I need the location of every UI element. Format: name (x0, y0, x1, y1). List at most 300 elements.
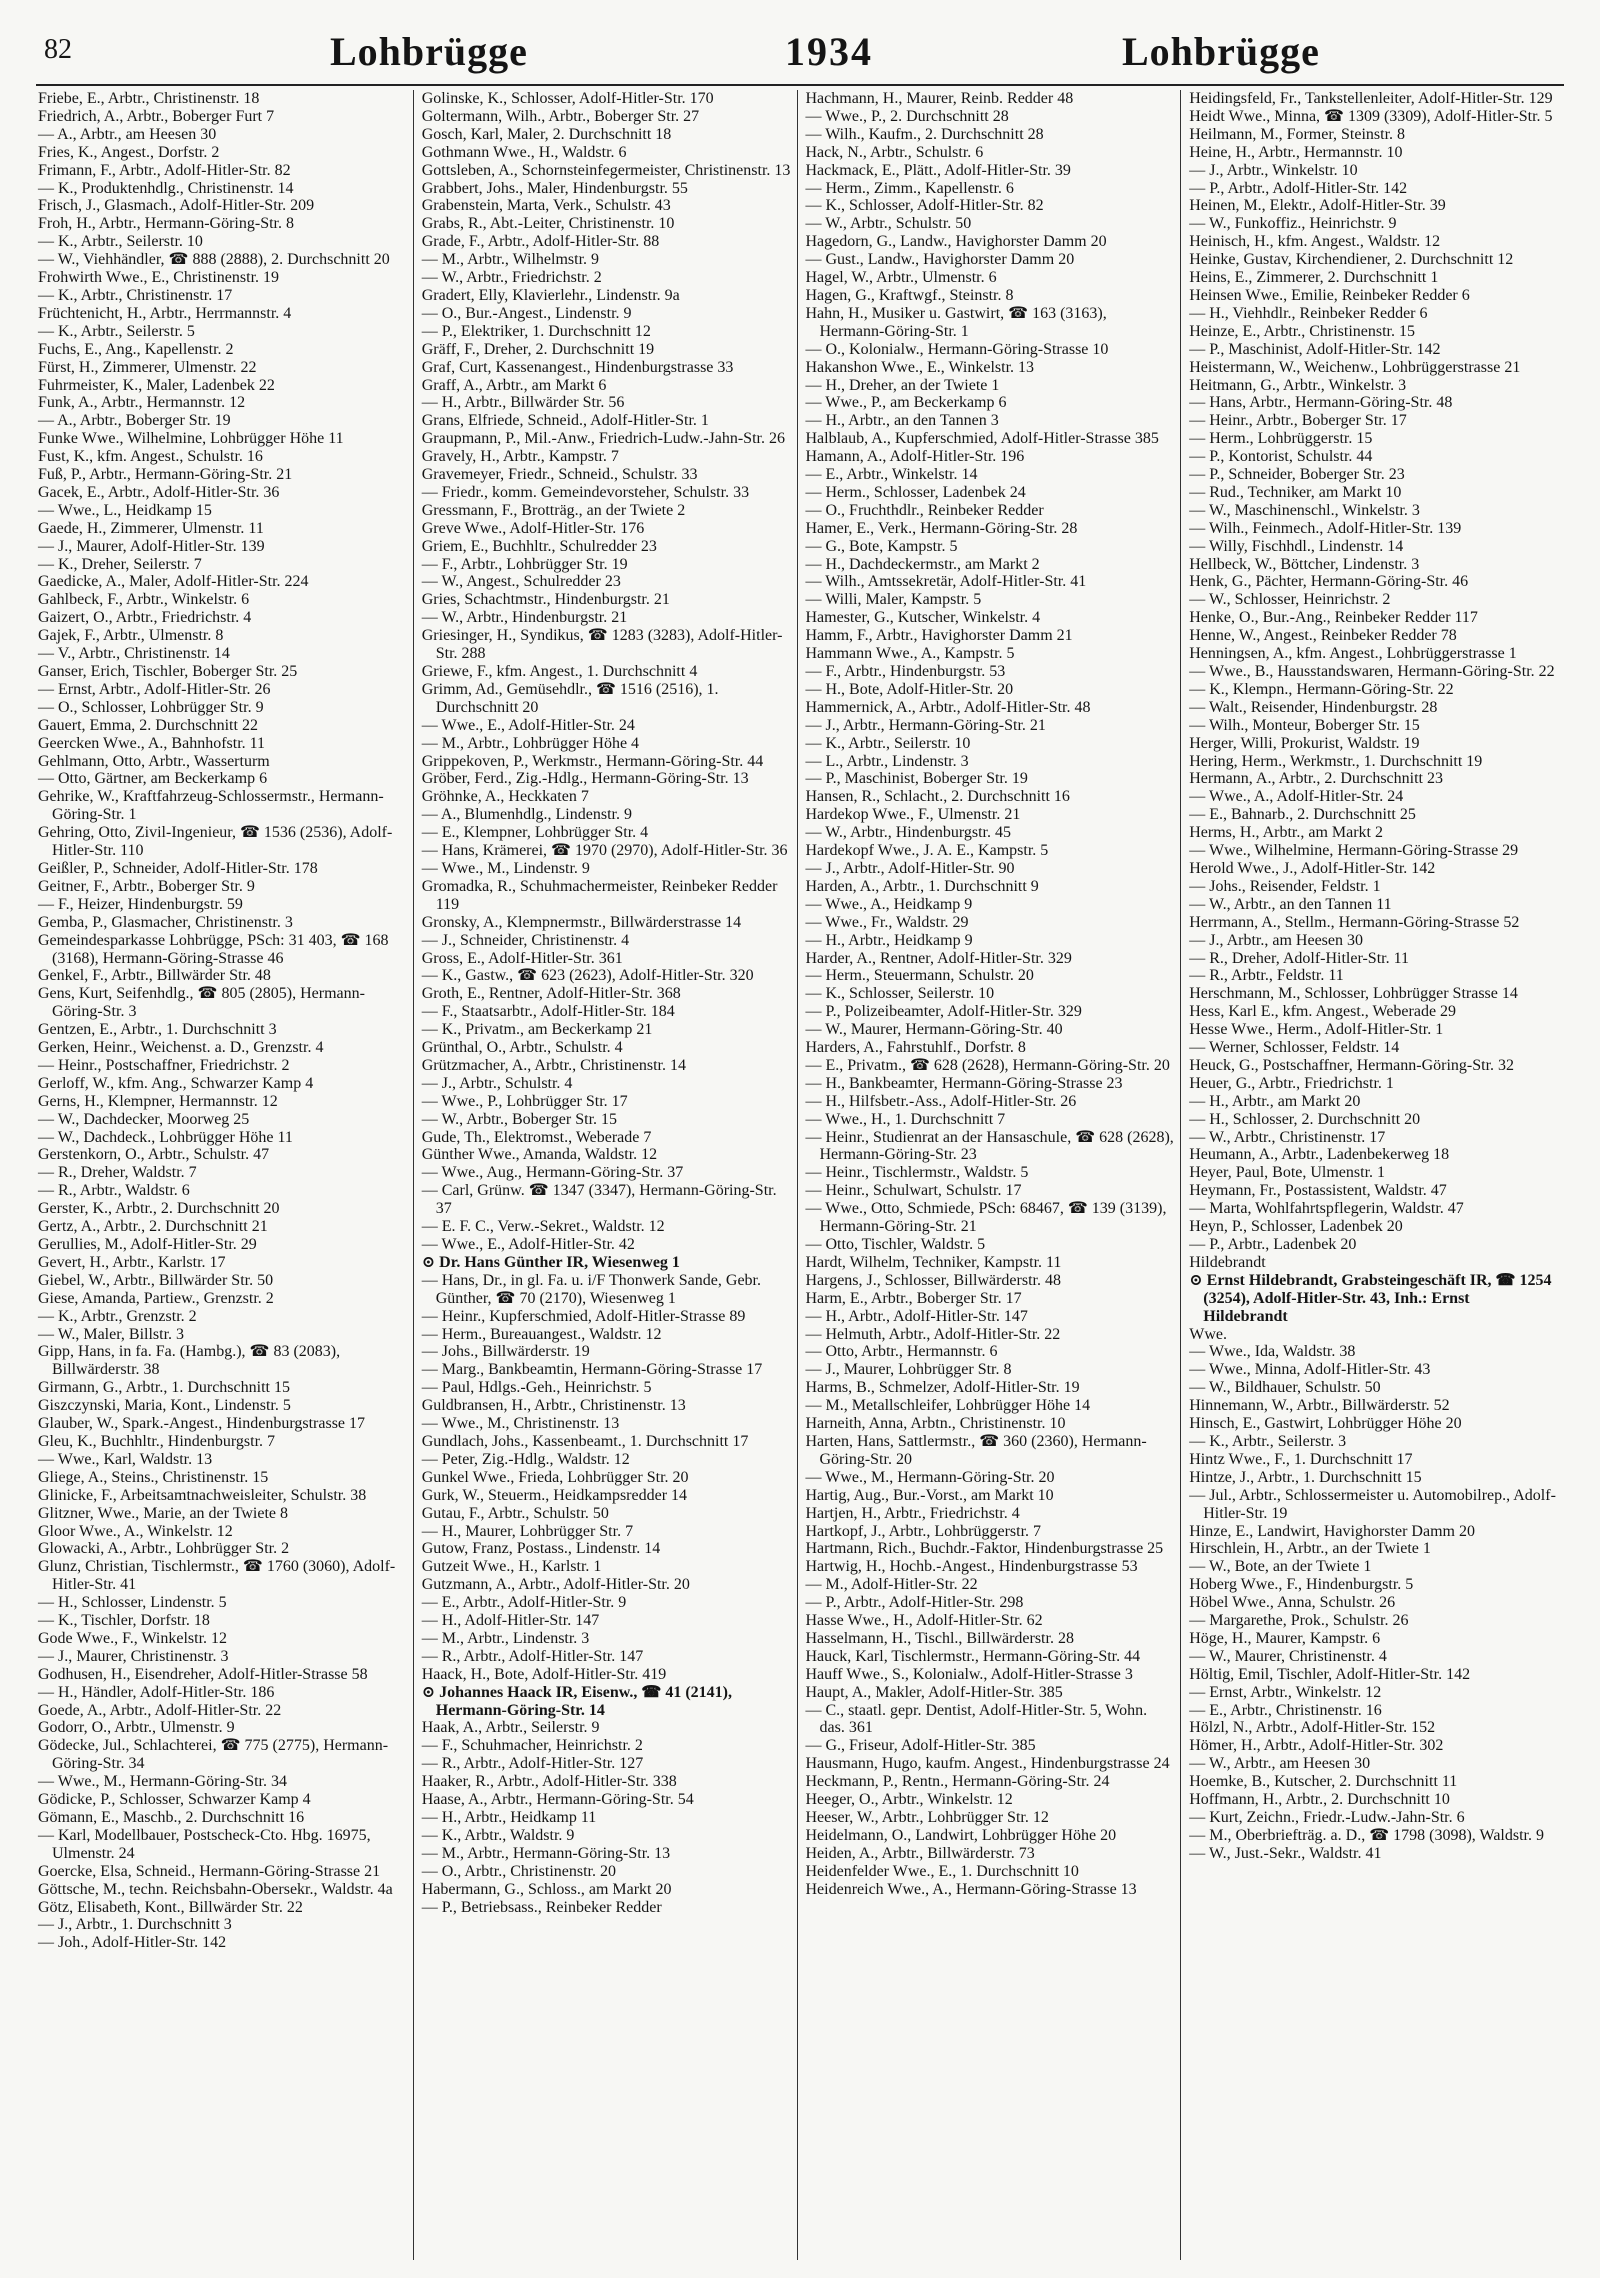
directory-entry: Frimann, F., Arbtr., Adolf-Hitler-Str. 82 (38, 161, 291, 179)
directory-entry: Heuck, G., Postschaffner, Hermann-Göring-Str. 32 (1189, 1056, 1515, 1074)
directory-entry: Gertz, A., Arbtr., 2. Durchschnitt 21 (38, 1218, 268, 1236)
directory-entry: — H., Arbtr., Heidkamp 9 (805, 931, 973, 949)
header-rule (36, 84, 1564, 86)
directory-entry: — Joh., Adolf-Hitler-Str. 142 (38, 1934, 227, 1952)
directory-entry: Fuchs, E., Ang., Kapellenstr. 2 (38, 340, 234, 358)
directory-entry: — K., Klempn., Hermann-Göring-Str. 22 (1189, 680, 1454, 698)
directory-entry: — M., Oberbriefträg. a. D., ☎ 1798 (3098), Waldstr. 9 (1189, 1826, 1544, 1844)
directory-entry: — Johs., Reisender, Feldstr. 1 (1189, 877, 1381, 895)
directory-entry: — P., Schneider, Boberger Str. 23 (1189, 466, 1405, 484)
directory-entry: Gräff, F., Dreher, 2. Durchschnitt 19 (421, 340, 655, 358)
directory-entry: — P., Elektriker, 1. Durchschnitt 12 (421, 322, 651, 340)
directory-entry: — E., Arbtr., Christinenstr. 16 (1189, 1701, 1382, 1719)
directory-entry: — W., Arbtr., an den Tannen 11 (1189, 895, 1392, 913)
directory-entry: Glowacki, A., Arbtr., Lohbrügger Str. 2 (38, 1540, 290, 1558)
directory-entry: — Wwe., Minna, Adolf-Hitler-Str. 43 (1189, 1361, 1431, 1379)
directory-entry: — Otto, Arbtr., Hermannstr. 6 (805, 1343, 998, 1361)
directory-entry: Gehlmann, Otto, Arbtr., Wasserturm (38, 752, 270, 770)
directory-entry: — M., Adolf-Hitler-Str. 22 (805, 1576, 978, 1594)
directory-entry: — H., Viehhdlr., Reinbeker Redder 6 (1189, 304, 1428, 322)
directory-entry: — P., Maschinist, Boberger Str. 19 (805, 770, 1028, 788)
directory-entry: Harneith, Anna, Arbtn., Christinenstr. 10 (805, 1415, 1066, 1433)
directory-entry: Henne, W., Angest., Reinbeker Redder 78 (1189, 627, 1457, 645)
directory-entry: — J., Maurer, Adolf-Hitler-Str. 139 (38, 537, 265, 555)
directory-entry: — Rud., Techniker, am Markt 10 (1189, 483, 1402, 501)
directory-entry: Henningsen, A., kfm. Angest., Lohbrüggerstrasse 1 (1189, 645, 1517, 663)
directory-entry: — P., Kontorist, Schulstr. 44 (1189, 448, 1373, 466)
directory-entry: — K., Arbtr., Seilerstr. 3 (1189, 1432, 1347, 1450)
directory-entry: Früchtenicht, H., Arbtr., Herrmannstr. 4 (38, 304, 292, 322)
directory-entry: Heilmann, M., Former, Steinstr. 8 (1189, 125, 1406, 143)
directory-entry: Hölzl, N., Arbtr., Adolf-Hitler-Str. 152 (1189, 1719, 1436, 1737)
directory-entry: Heidingsfeld, Fr., Tankstellenleiter, Adolf-Hitler-Str. 129 (1189, 90, 1553, 107)
directory-entry: Graff, A., Arbtr., am Markt 6 (421, 376, 607, 394)
directory-entry: Herrmann, A., Stellm., Hermann-Göring-Strasse 52 (1189, 913, 1520, 931)
directory-entry: Haase, A., Arbtr., Hermann-Göring-Str. 54 (421, 1791, 694, 1809)
directory-entry: Haupt, A., Makler, Adolf-Hitler-Str. 385 (805, 1683, 1063, 1701)
directory-entry: — Wwe., Ida, Waldstr. 38 (1189, 1343, 1356, 1361)
directory-entry: — M., Metallschleifer, Lohbrügger Höhe 14 (805, 1397, 1091, 1415)
directory-entry: Hering, Herm., Werkmstr., 1. Durchschnitt 19 (1189, 752, 1483, 770)
directory-entry: Gothmann Wwe., H., Waldstr. 6 (421, 143, 627, 161)
directory-entry: — Herm., Lohbrüggerstr. 15 (1189, 430, 1373, 448)
directory-entry: Frisch, J., Glasmach., Adolf-Hitler-Str. 209 (38, 197, 315, 215)
directory-entry: — Wwe., P., 2. Durchschnitt 28 (805, 107, 1009, 125)
directory-entry: Hargens, J., Schlosser, Billwärderstr. 48 (805, 1271, 1061, 1289)
directory-entry: — Willy, Fischhdl., Lindenstr. 14 (1189, 537, 1404, 555)
directory-entry: — J., Arbtr., Adolf-Hitler-Str. 90 (805, 859, 1015, 877)
directory-entry: Glinicke, F., Arbeitsamtnachweisleiter, Schulstr. 38 (38, 1486, 367, 1504)
directory-entry: Hammernick, A., Arbtr., Adolf-Hitler-Str. 48 (805, 698, 1091, 716)
directory-entry: — Werner, Schlosser, Feldstr. 14 (1189, 1039, 1400, 1057)
directory-entry: — E. F. C., Verw.-Sekret., Waldstr. 12 (421, 1218, 665, 1236)
directory-entry: — Karl, Modellbauer, Postscheck-Cto. Hbg. 16975, Ulmenstr. 24 (38, 1826, 371, 1862)
directory-entry: — H., Adolf-Hitler-Str. 147 (421, 1612, 600, 1630)
directory-entry: Gross, E., Adolf-Hitler-Str. 361 (421, 949, 623, 967)
directory-entry: Hesse Wwe., Herm., Adolf-Hitler-Str. 1 (1189, 1021, 1444, 1039)
directory-entry: — Wwe., E., Adolf-Hitler-Str. 24 (421, 716, 635, 734)
directory-entry: Haack, H., Bote, Adolf-Hitler-Str. 419 (421, 1665, 667, 1683)
directory-entry: Glauber, W., Spark.-Angest., Hindenburgstrasse 17 (38, 1415, 366, 1433)
directory-entry: — K., Arbtr., Seilerstr. 5 (38, 322, 195, 340)
directory-entry: Gevert, H., Arbtr., Karlstr. 17 (38, 1253, 226, 1271)
directory-entry: Hess, Karl E., kfm. Angest., Weberade 29 (1189, 1003, 1457, 1021)
directory-entry: — K., Arbtr., Grenzstr. 2 (38, 1307, 197, 1325)
directory-entry: — H., Bote, Adolf-Hitler-Str. 20 (805, 680, 1014, 698)
directory-entry: — Hans, Arbtr., Hermann-Göring-Str. 48 (1189, 394, 1453, 412)
directory-entry: — H., Arbtr., Heidkamp 11 (421, 1809, 597, 1826)
directory-entry: — H., Arbtr., Adolf-Hitler-Str. 147 (805, 1307, 1028, 1325)
header-right-title: Lohbrügge (1122, 29, 1320, 74)
header-left-title: Lohbrügge (330, 29, 528, 74)
directory-entry: — W., Dachdecker, Moorweg 25 (38, 1110, 250, 1128)
directory-entry: Giebel, W., Arbtr., Billwärder Str. 50 (38, 1271, 274, 1289)
directory-entry: Glunz, Christian, Tischlermstr., ☎ 1760 (3060), Adolf-Hitler-Str. 41 (38, 1558, 396, 1594)
directory-entry: Götz, Elisabeth, Kont., Billwärder Str. 22 (38, 1898, 303, 1916)
directory-entry: Gödecke, Jul., Schlachterei, ☎ 775 (2775), Hermann-Göring-Str. 34 (38, 1737, 389, 1773)
directory-entry: — E., Arbtr., Winkelstr. 14 (805, 466, 978, 484)
directory-entry: Gacek, E., Arbtr., Adolf-Hitler-Str. 36 (38, 483, 280, 501)
directory-entry: — K., Schlosser, Adolf-Hitler-Str. 82 (805, 197, 1044, 215)
directory-entry: Fuhrmeister, K., Maler, Ladenbek 22 (38, 376, 275, 394)
directory-entry: Genkel, F., Arbtr., Billwärder Str. 48 (38, 967, 271, 985)
directory-entry: — W., Viehhändler, ☎ 888 (2888), 2. Durchschnitt 20 (38, 251, 390, 269)
directory-entry: Hoffmann, H., Arbtr., 2. Durchschnitt 10 (1189, 1791, 1450, 1809)
directory-entry: — Wwe., Aug., Hermann-Göring-Str. 37 (421, 1164, 684, 1182)
directory-entry: Gliege, A., Steins., Christinenstr. 15 (38, 1468, 269, 1486)
directory-entry: — W., Just.-Sekr., Waldstr. 41 (1189, 1844, 1382, 1862)
directory-entry: — Marg., Bankbeamtin, Hermann-Göring-Strasse 17 (421, 1361, 763, 1379)
directory-entry: Hagen, G., Kraftwgf., Steinstr. 8 (805, 286, 1014, 304)
directory-entry: — V., Arbtr., Christinenstr. 14 (38, 645, 230, 663)
directory-entry: — Johs., Billwärderstr. 19 (421, 1343, 590, 1361)
directory-entry: — P., Maschinist, Adolf-Hitler-Str. 142 (1189, 340, 1441, 358)
directory-entry: — R., Arbtr., Waldstr. 6 (38, 1182, 190, 1200)
directory-entry: Gaedicke, A., Maler, Adolf-Hitler-Str. 224 (38, 573, 309, 591)
directory-entry: — W., Arbtr., Christinenstr. 17 (1189, 1128, 1386, 1146)
directory-entry: — K., Arbtr., Waldstr. 9 (421, 1826, 575, 1844)
directory-entry: Girmann, G., Arbtr., 1. Durchschnitt 15 (38, 1379, 290, 1397)
directory-entry: — H., Schlosser, Lindenstr. 5 (38, 1594, 227, 1612)
directory-entry: Gurk, W., Steuerm., Heidkampsredder 14 (421, 1486, 688, 1504)
directory-entry: — Marta, Wohlfahrtspflegerin, Waldstr. 47 (1189, 1200, 1464, 1218)
directory-entry: — P., Polizeibeamter, Adolf-Hitler-Str. 329 (805, 1003, 1082, 1021)
directory-entry: Guldbransen, H., Arbtr., Christinenstr. 13 (421, 1397, 686, 1415)
directory-column-2 (413, 90, 797, 2260)
directory-entry: — F., Heizer, Hindenburgstr. 59 (38, 895, 243, 913)
directory-entry: Hellbeck, W., Böttcher, Lindenstr. 3 (1189, 555, 1420, 573)
directory-entry: Frohwirth Wwe., E., Christinenstr. 19 (38, 269, 280, 287)
directory-entry: Funk, A., Arbtr., Hermannstr. 12 (38, 394, 246, 412)
directory-entry: — Wwe., A., Heidkamp 9 (805, 895, 973, 913)
directory-entry: Hartwig, H., Hochb.-Angest., Hindenburgstrasse 53 (805, 1558, 1138, 1576)
directory-entry: — W., Maler, Billstr. 3 (38, 1325, 185, 1343)
directory-entry: — E., Privatm., ☎ 628 (2628), Hermann-Göring-Str. 20 (805, 1056, 1170, 1074)
directory-entry: Gömann, E., Maschb., 2. Durchschnitt 16 (38, 1809, 305, 1826)
directory-entry: Heinsen Wwe., Emilie, Reinbeker Redder 6 (1189, 286, 1470, 304)
directory-entry: — Wwe., Karl, Waldstr. 13 (38, 1450, 213, 1468)
directory-entry: Graupmann, P., Mil.-Anw., Friedrich-Ludw.-Jahn-Str. 26 (421, 430, 785, 448)
directory-entry: — Heinr., Postschaffner, Friedrichstr. 2 (38, 1056, 290, 1074)
directory-entry: — H., Arbtr., Billwärder Str. 56 (421, 394, 625, 412)
directory-entry: — W., Arbtr., Friedrichstr. 2 (421, 269, 602, 287)
directory-entry: — W., Arbtr., Schulstr. 50 (805, 215, 972, 233)
directory-entry: — Friedr., komm. Gemeindevorsteher, Schulstr. 33 (421, 483, 750, 501)
directory-entry: Giese, Amanda, Partiew., Grenzstr. 2 (38, 1289, 274, 1307)
directory-entry: — W., Dachdeck., Lohbrügger Höhe 11 (38, 1128, 293, 1146)
directory-entry: — M., Arbtr., Lohbrügger Höhe 4 (421, 734, 640, 752)
directory-entry: Hildebrandt (1189, 1253, 1266, 1271)
directory-entry: — K., Arbtr., Seilerstr. 10 (38, 233, 203, 251)
directory-entry: — W., Arbtr., am Heesen 30 (1189, 1755, 1371, 1773)
directory-entry: Gundlach, Johs., Kassenbeamt., 1. Durchschnitt 17 (421, 1432, 749, 1450)
directory-entry: — Wwe., M., Hermann-Göring-Str. 34 (38, 1773, 287, 1791)
directory-entry: Goede, A., Arbtr., Adolf-Hitler-Str. 22 (38, 1701, 282, 1719)
directory-entry: — P., Arbtr., Ladenbek 20 (1189, 1236, 1357, 1253)
directory-entry: — Herm., Bureauangest., Waldstr. 12 (421, 1325, 662, 1343)
directory-entry: — Ernst, Arbtr., Winkelstr. 12 (1189, 1683, 1382, 1701)
directory-entry: Harder, A., Rentner, Adolf-Hitler-Str. 329 (805, 949, 1072, 967)
directory-entry: Heymann, Fr., Postassistent, Waldstr. 47 (1189, 1182, 1447, 1200)
directory-entry: Hackmack, E., Plätt., Adolf-Hitler-Str. 39 (805, 161, 1071, 179)
directory-column-3 (797, 90, 1181, 2260)
directory-entry: Heumann, A., Arbtr., Ladenbekerweg 18 (1189, 1146, 1450, 1164)
directory-entry: Harten, Hans, Sattlermstr., ☎ 360 (2360), Hermann-Göring-Str. 20 (805, 1432, 1147, 1468)
directory-entry: Gleu, K., Buchhltr., Hindenburgstr. 7 (38, 1432, 276, 1450)
directory-entry: Gehring, Otto, Zivil-Ingenieur, ☎ 1536 (2536), Adolf-Hitler-Str. 110 (38, 824, 393, 860)
directory-entry: — H., Arbtr., an den Tannen 3 (805, 412, 999, 430)
directory-entry: Göttsche, M., techn. Reichsbahn-Obersekr., Waldstr. 4a (38, 1880, 393, 1898)
directory-entry: Gröber, Ferd., Zig.-Hdlg., Hermann-Göring-Str. 13 (421, 770, 749, 788)
directory-entry: ⊙ Dr. Hans Günther IR, Wiesenweg 1 (421, 1253, 680, 1271)
directory-entry: Hartkopf, J., Arbtr., Lohbrüggerstr. 7 (805, 1522, 1042, 1540)
directory-entry: — O., Bur.-Angest., Lindenstr. 9 (421, 304, 632, 322)
directory-entry: — K., Gastw., ☎ 623 (2623), Adolf-Hitler-Str. 320 (421, 967, 754, 985)
directory-entry: Hoberg Wwe., F., Hindenburgstr. 5 (1189, 1576, 1414, 1594)
directory-entry: Gerullies, M., Adolf-Hitler-Str. 29 (38, 1236, 257, 1253)
directory-entry: — Heinr., Arbtr., Boberger Str. 17 (1189, 412, 1407, 430)
directory-entry: — Herm., Zimm., Kapellenstr. 6 (805, 179, 1014, 197)
directory-entry: — J., Arbtr., Winkelstr. 10 (1189, 161, 1358, 179)
directory-entry: — W., Arbtr., Hindenburgstr. 45 (805, 824, 1011, 842)
directory-entry: — Walt., Reisender, Hindenburgstr. 28 (1189, 698, 1438, 716)
directory-entry: Herms, H., Arbtr., am Markt 2 (1189, 824, 1383, 842)
directory-entry: Herger, Willi, Prokurist, Waldstr. 19 (1189, 734, 1420, 752)
directory-entry: Gentzen, E., Arbtr., 1. Durchschnitt 3 (38, 1021, 277, 1039)
directory-entry: — E., Arbtr., Adolf-Hitler-Str. 9 (421, 1594, 627, 1612)
directory-entry: — Wwe., Fr., Waldstr. 29 (805, 913, 969, 931)
directory-entry: — H., Bankbeamter, Hermann-Göring-Strasse 23 (805, 1074, 1123, 1092)
directory-entry: — Wwe., M., Christinenstr. 13 (421, 1415, 620, 1433)
directory-entry: Griem, E., Buchhltr., Schulredder 23 (421, 537, 657, 555)
directory-entry: Habermann, G., Schloss., am Markt 20 (421, 1880, 672, 1898)
directory-entry: Hamm, F., Arbtr., Havighorster Damm 21 (805, 627, 1073, 645)
directory-entry: Heinke, Gustav, Kirchendiener, 2. Durchschnitt 12 (1189, 251, 1514, 269)
directory-entry: — Hans, Krämerei, ☎ 1970 (2970), Adolf-Hitler-Str. 36 (421, 842, 788, 860)
directory-entry: Godhusen, H., Eisendreher, Adolf-Hitler-Strasse 58 (38, 1665, 368, 1683)
directory-entry: Gude, Th., Elektromst., Weberade 7 (421, 1128, 652, 1146)
directory-entry: Hardt, Wilhelm, Techniker, Kampstr. 11 (805, 1253, 1062, 1271)
directory-entry: — Wilh., Monteur, Boberger Str. 15 (1189, 716, 1420, 734)
directory-entry: Hermann, A., Arbtr., 2. Durchschnitt 23 (1189, 770, 1443, 788)
directory-entry: Hamer, E., Verk., Hermann-Göring-Str. 28 (805, 519, 1078, 537)
directory-entry: Hasse Wwe., H., Adolf-Hitler-Str. 62 (805, 1612, 1043, 1630)
directory-entry: — Wwe., L., Heidkamp 15 (38, 501, 212, 519)
directory-entry: — Carl, Grünw. ☎ 1347 (3347), Hermann-Göring-Str. 37 (421, 1182, 777, 1218)
directory-entry: Harms, B., Schmelzer, Adolf-Hitler-Str. 19 (805, 1379, 1080, 1397)
directory-entry: Griesinger, H., Syndikus, ☎ 1283 (3283), Adolf-Hitler-Str. 288 (421, 627, 783, 663)
directory-entry: — K., Arbtr., Seilerstr. 10 (805, 734, 971, 752)
directory-entry: Hakanshon Wwe., E., Winkelstr. 13 (805, 358, 1035, 376)
directory-entry: — R., Arbtr., Adolf-Hitler-Str. 147 (421, 1647, 644, 1665)
directory-entry: — H., Dachdeckermstr., am Markt 2 (805, 555, 1040, 573)
directory-entry: — Heinr., Kupferschmied, Adolf-Hitler-Strasse 89 (421, 1307, 746, 1325)
directory-entry: Heine, H., Arbtr., Hermannstr. 10 (1189, 143, 1403, 161)
directory-entry: — F., Arbtr., Hindenburgstr. 53 (805, 663, 1006, 680)
directory-entry: — Wwe., Wilhelmine, Hermann-Göring-Strasse 29 (1189, 842, 1519, 860)
directory-column-4 (1180, 90, 1564, 2260)
directory-entry: Heuer, G., Arbtr., Friedrichstr. 1 (1189, 1074, 1394, 1092)
directory-entry: — M., Arbtr., Hermann-Göring-Str. 13 (421, 1844, 671, 1862)
directory-entry: Gahlbeck, F., Arbtr., Winkelstr. 6 (38, 591, 250, 609)
directory-entry: — J., Maurer, Lohbrügger Str. 8 (805, 1361, 1012, 1379)
directory-entry: Gottsleben, A., Schornsteinfegermeister, Christinenstr. 13 (421, 161, 791, 179)
directory-entry: — W., Maschinenschl., Winkelstr. 3 (1189, 501, 1420, 519)
directory-entry: — Wwe., Otto, Schmiede, PSch: 68467, ☎ 139 (3139), Hermann-Göring-Str. 21 (805, 1200, 1167, 1236)
directory-entry: — Margarethe, Prok., Schulstr. 26 (1189, 1612, 1409, 1630)
directory-entry: — A., Arbtr., am Heesen 30 (38, 125, 217, 143)
directory-entry: Heins, E., Zimmerer, 2. Durchschnitt 1 (1189, 269, 1439, 287)
directory-entry: Fürst, H., Zimmerer, Ulmenstr. 22 (38, 358, 257, 376)
directory-entry: Hasselmann, H., Tischl., Billwärderstr. 28 (805, 1629, 1074, 1647)
directory-entry: Gutau, F., Arbtr., Schulstr. 50 (421, 1504, 609, 1522)
directory-entry: Heeser, W., Arbtr., Lohbrügger Str. 12 (805, 1809, 1049, 1826)
directory-entry: — Heinr., Tischlermstr., Waldstr. 5 (805, 1164, 1029, 1182)
directory-entry: Gloor Wwe., A., Winkelstr. 12 (38, 1522, 233, 1540)
directory-entry: Henk, G., Pächter, Hermann-Göring-Str. 46 (1189, 573, 1469, 591)
directory-entry: — W., Arbtr., Boberger Str. 15 (421, 1110, 618, 1128)
directory-entry: Hachmann, H., Maurer, Reinb. Redder 48 (805, 90, 1074, 107)
page-header (40, 28, 1560, 72)
directory-entry: — H., Arbtr., am Markt 20 (1189, 1092, 1361, 1110)
directory-entry: Harders, A., Fahrstuhlf., Dorfstr. 8 (805, 1039, 1026, 1057)
directory-entry: — W., Arbtr., Hindenburgstr. 21 (421, 609, 628, 627)
directory-entry: — J., Arbtr., Schulstr. 4 (421, 1074, 573, 1092)
directory-entry: Giszczynski, Maria, Kont., Lindenstr. 5 (38, 1397, 291, 1415)
directory-entry: Gravemeyer, Friedr., Schneid., Schulstr. 33 (421, 466, 698, 484)
directory-entry: — W., Funkoffiz., Heinrichstr. 9 (1189, 215, 1397, 233)
directory-entry: — G., Bote, Kampstr. 5 (805, 537, 958, 555)
directory-entry: Friebe, E., Arbtr., Christinenstr. 18 (38, 90, 260, 107)
directory-entry: Froh, H., Arbtr., Hermann-Göring-Str. 8 (38, 215, 294, 233)
directory-entry: — J., Schneider, Christinenstr. 4 (421, 931, 630, 949)
directory-entry: — W., Maurer, Hermann-Göring-Str. 40 (805, 1021, 1063, 1039)
directory-entry: — Herm., Steuermann, Schulstr. 20 (805, 967, 1034, 985)
directory-entry: — J., Arbtr., 1. Durchschnitt 3 (38, 1916, 232, 1934)
directory-entry: Gemba, P., Glasmacher, Christinenstr. 3 (38, 913, 293, 931)
directory-entry: Gerstenkorn, O., Arbtr., Schulstr. 47 (38, 1146, 270, 1164)
directory-entry: Hardekopf Wwe., J. A. E., Kampstr. 5 (805, 842, 1049, 860)
directory-entry: — P., Arbtr., Adolf-Hitler-Str. 298 (805, 1594, 1024, 1612)
directory-entry: — Heinr., Studienrat an der Hansaschule, ☎ 628 (2628), Hermann-Göring-Str. 23 (805, 1128, 1174, 1164)
directory-entry: Fust, K., kfm. Angest., Schulstr. 16 (38, 448, 263, 466)
directory-entry: Halblaub, A., Kupferschmied, Adolf-Hitler-Strasse 385 (805, 430, 1159, 448)
directory-entry: — Wwe., B., Hausstandswaren, Hermann-Göring-Str. 22 (1189, 663, 1555, 680)
directory-entry: Gravely, H., Arbtr., Kampstr. 7 (421, 448, 619, 466)
directory-entry: Greve Wwe., Adolf-Hitler-Str. 176 (421, 519, 645, 537)
directory-entry: Harm, E., Arbtr., Boberger Str. 17 (805, 1289, 1022, 1307)
directory-entry: Gerster, K., Arbtr., 2. Durchschnitt 20 (38, 1200, 280, 1218)
directory-entry: Fuß, P., Arbtr., Hermann-Göring-Str. 21 (38, 466, 293, 484)
directory-entry: Gipp, Hans, in fa. Fa. (Hambg.), ☎ 83 (2083), Billwärderstr. 38 (38, 1343, 341, 1379)
directory-entry: Hagedorn, G., Landw., Havighorster Damm 20 (805, 233, 1107, 251)
directory-entry: Hamann, A., Adolf-Hitler-Str. 196 (805, 448, 1025, 466)
directory-entry: — W., Maurer, Christinenstr. 4 (1189, 1647, 1387, 1665)
directory-entry: Hack, N., Arbtr., Schulstr. 6 (805, 143, 984, 161)
directory-entry: Gaizert, O., Arbtr., Friedrichstr. 4 (38, 609, 252, 627)
directory-entry: — O., Schlosser, Lohbrügger Str. 9 (38, 698, 264, 716)
directory-entry: Hinnemann, W., Arbtr., Billwärderstr. 52 (1189, 1397, 1450, 1415)
directory-entry: Gens, Kurt, Seifenhdlg., ☎ 805 (2805), Hermann-Göring-Str. 3 (38, 985, 365, 1021)
directory-entry: — K., Tischler, Dorfstr. 18 (38, 1612, 210, 1630)
directory-entry: — W., Schlosser, Heinrichstr. 2 (1189, 591, 1391, 609)
directory-entry: Golinske, K., Schlosser, Adolf-Hitler-Str. 170 (421, 90, 714, 107)
directory-entry: Gunkel Wwe., Frieda, Lohbrügger Str. 20 (421, 1468, 689, 1486)
directory-entry: Haaker, R., Arbtr., Adolf-Hitler-Str. 338 (421, 1773, 677, 1791)
directory-entry: — C., staatl. gepr. Dentist, Adolf-Hitler-Str. 5, Wohn. das. 361 (805, 1701, 1148, 1737)
directory-entry: Höge, H., Maurer, Kampstr. 6 (1189, 1629, 1381, 1647)
directory-entry: Hahn, H., Musiker u. Gastwirt, ☎ 163 (3163), Hermann-Göring-Str. 1 (805, 304, 1107, 340)
directory-entry: Heinze, E., Arbtr., Christinenstr. 15 (1189, 322, 1415, 340)
directory-entry: Gödicke, P., Schlosser, Schwarzer Kamp 4 (38, 1791, 311, 1809)
directory-entry: — M., Arbtr., Lindenstr. 3 (421, 1629, 590, 1647)
directory-entry: Goltermann, Wilh., Arbtr., Boberger Str. 27 (421, 107, 700, 125)
directory-entry: Gerns, H., Klempner, Hermannstr. 12 (38, 1092, 278, 1110)
directory-entry: Hömer, H., Arbtr., Adolf-Hitler-Str. 302 (1189, 1737, 1444, 1755)
directory-entry: Fries, K., Angest., Dorfstr. 2 (38, 143, 220, 161)
directory-entry: — Otto, Gärtner, am Beckerkamp 6 (38, 770, 268, 788)
directory-entry: — Peter, Zig.-Hdlg., Waldstr. 12 (421, 1450, 630, 1468)
directory-entry: — W., Bote, an der Twiete 1 (1189, 1558, 1372, 1576)
directory-entry: Heidelmann, O., Landwirt, Lohbrügger Höhe 20 (805, 1826, 1117, 1844)
directory-entry: Grabenstein, Marta, Verk., Schulstr. 43 (421, 197, 671, 215)
directory-entry: — Helmuth, Arbtr., Adolf-Hitler-Str. 22 (805, 1325, 1061, 1343)
directory-entry: Grans, Elfriede, Schneid., Adolf-Hitler-Str. 1 (421, 412, 709, 430)
directory-entry: Gajek, F., Arbtr., Ulmenstr. 8 (38, 627, 224, 645)
directory-entry: — R., Dreher, Waldstr. 7 (38, 1164, 197, 1182)
directory-entry: — W., Bildhauer, Schulstr. 50 (1189, 1379, 1381, 1397)
directory-entry: Heidenfelder Wwe., E., 1. Durchschnitt 10 (805, 1862, 1079, 1880)
directory-entry: — G., Friseur, Adolf-Hitler-Str. 385 (805, 1737, 1036, 1755)
directory-entry: Gode Wwe., F., Winkelstr. 12 (38, 1629, 228, 1647)
directory-entry: Herschmann, M., Schlosser, Lohbrügger Strasse 14 (1189, 985, 1518, 1003)
directory-entry: — K., Schlosser, Seilerstr. 10 (805, 985, 995, 1003)
directory-entry: — Paul, Hdlgs.-Geh., Heinrichstr. 5 (421, 1379, 652, 1397)
directory-entry: Heeger, O., Arbtr., Winkelstr. 12 (805, 1791, 1013, 1809)
directory-entry: — L., Arbtr., Lindenstr. 3 (805, 752, 969, 770)
directory-entry: — H., Hilfsbetr.-Ass., Adolf-Hitler-Str. 26 (805, 1092, 1077, 1110)
directory-entry: — J., Arbtr., Hermann-Göring-Str. 21 (805, 716, 1046, 734)
directory-entry: Griewe, F., kfm. Angest., 1. Durchschnitt 4 (421, 663, 698, 680)
directory-entry: Heinisch, H., kfm. Angest., Waldstr. 12 (1189, 233, 1441, 251)
directory-entry: Heistermann, W., Weichenw., Lohbrüggerstrasse 21 (1189, 358, 1521, 376)
directory-entry: Gemeindesparkasse Lohbrügge, PSch: 31 403, ☎ 168 (3168), Hermann-Göring-Strasse 46 (38, 931, 389, 967)
directory-entry: — F., Arbtr., Lohbrügger Str. 19 (421, 555, 628, 573)
directory-entry: — K., Arbtr., Christinenstr. 17 (38, 286, 233, 304)
header-year: 1934 (785, 29, 873, 74)
directory-entry: Ganser, Erich, Tischler, Boberger Str. 25 (38, 663, 298, 680)
directory-entry: Gressmann, F., Brotträg., an der Twiete 2 (421, 501, 686, 519)
directory-entry: — Hans, Dr., in gl. Fa. u. i/F Thonwerk Sande, Gebr. Günther, ☎ 70 (2170), Wiesenweg 1 (421, 1271, 761, 1307)
directory-entry: Gehrike, W., Kraftfahrzeug-Schlossermstr., Hermann-Göring-Str. 1 (38, 788, 384, 824)
directory-entry: Hintz Wwe., F., 1. Durchschnitt 17 (1189, 1450, 1413, 1468)
directory-entry: — H., Händler, Adolf-Hitler-Str. 186 (38, 1683, 275, 1701)
directory-entry: — Ernst, Arbtr., Adolf-Hitler-Str. 26 (38, 680, 271, 698)
directory-entry: — O., Fruchthdlr., Reinbeker Redder (805, 501, 1044, 519)
directory-entry: — Wwe., M., Hermann-Göring-Str. 20 (805, 1468, 1055, 1486)
directory-entry: Hartmann, Rich., Buchdr.-Faktor, Hindenburgstrasse 25 (805, 1540, 1164, 1558)
directory-entry: Hardekop Wwe., F., Ulmenstr. 21 (805, 806, 1021, 824)
directory-entry: Gerken, Heinr., Weichenst. a. D., Grenzstr. 4 (38, 1039, 324, 1057)
directory-entry: — Willi, Maler, Kampstr. 5 (805, 591, 982, 609)
directory-entry: Hagel, W., Arbtr., Ulmenstr. 6 (805, 269, 997, 287)
directory-entry: Hauff Wwe., S., Kolonialw., Adolf-Hitler-Strasse 3 (805, 1665, 1133, 1683)
directory-entry: Goercke, Elsa, Schneid., Hermann-Göring-Strasse 21 (38, 1862, 381, 1880)
directory-entry: Günther Wwe., Amanda, Waldstr. 12 (421, 1146, 658, 1164)
directory-entry: — P., Betriebsass., Reinbeker Redder (421, 1898, 662, 1916)
directory-entry: — Gust., Landw., Havighorster Damm 20 (805, 251, 1075, 269)
directory-entry: Höltig, Emil, Tischler, Adolf-Hitler-Str. 142 (1189, 1665, 1471, 1683)
